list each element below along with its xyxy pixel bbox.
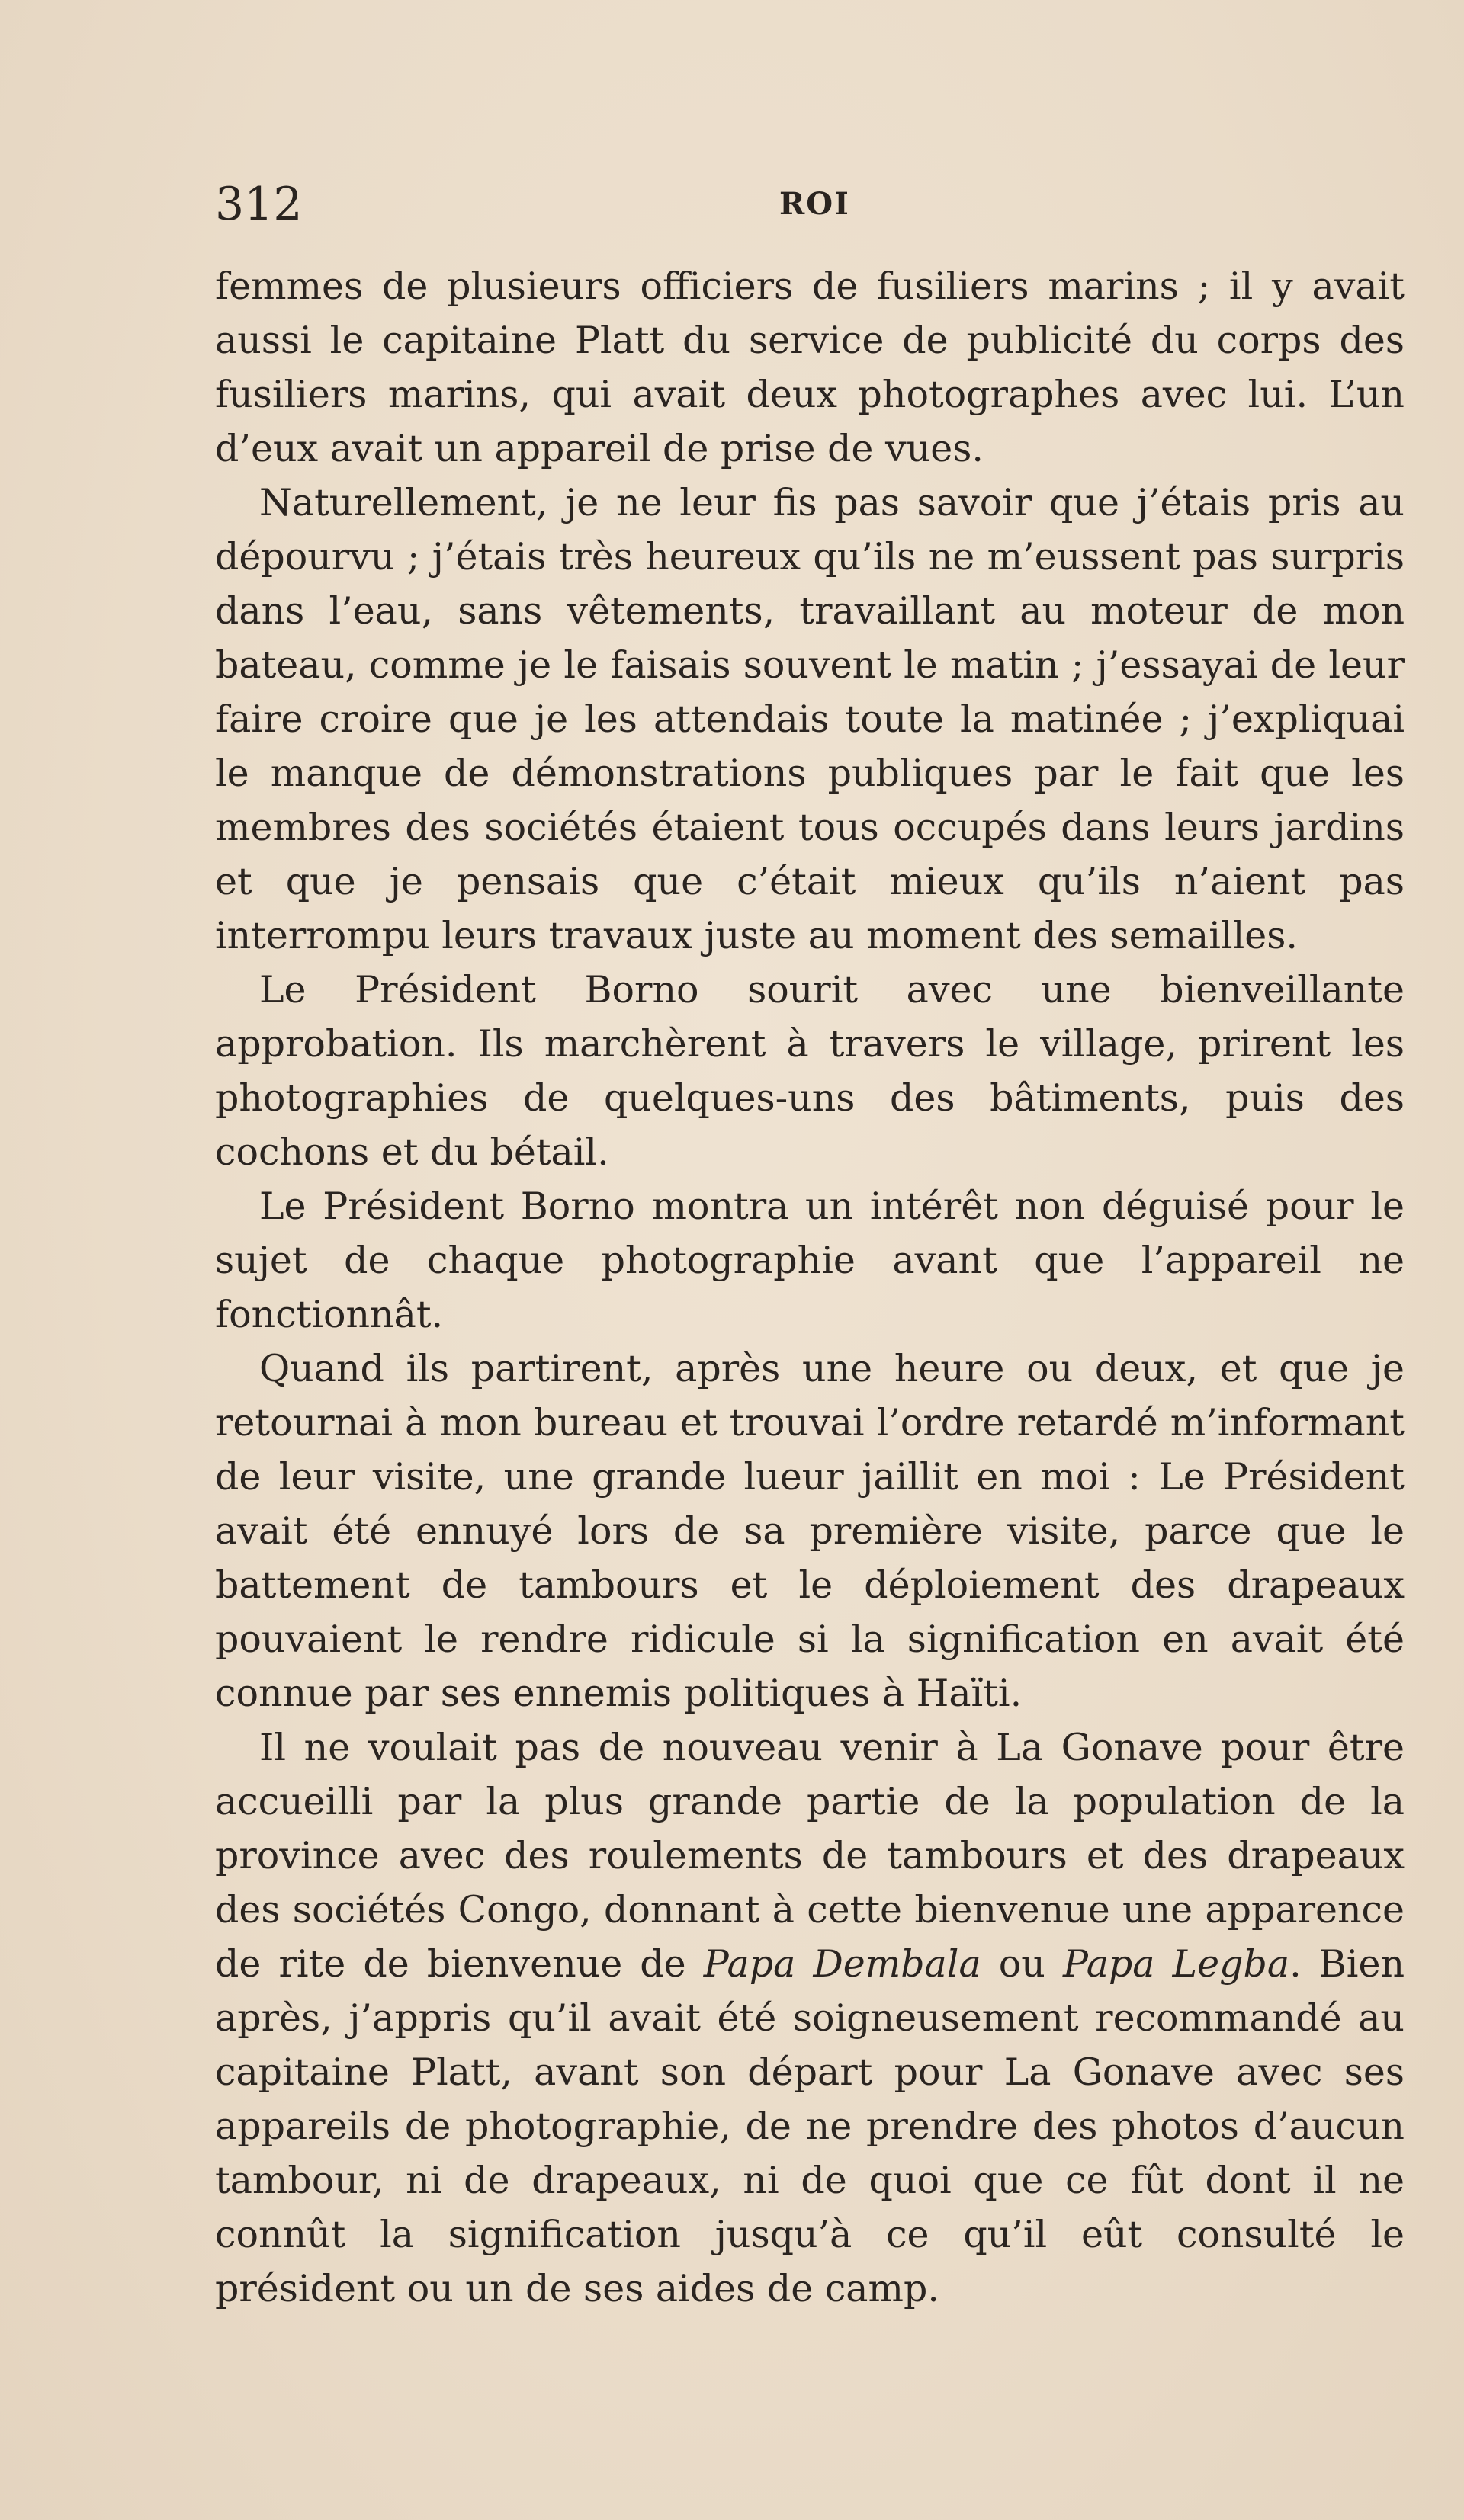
page-number: 312	[215, 178, 303, 231]
paragraph-6-text-after: . Bien après, j’appris qu’il avait été soigneusement recommandé au capitaine Platt, avant son départ pour La Gonave avec ses appareils de photographie, de ne prendre des photos d’aucun tambour, ni de drapeaux, ni de quoi que ce fût dont il ne connût la signification jusqu’à ce qu’il eût consulté le président ou un de ses aides de camp.	[215, 1942, 1405, 2310]
paragraph-6-text-middle: ou	[981, 1942, 1063, 1986]
body-text	[215, 259, 1405, 2316]
paragraph-3: Le Président Borno sourit avec une bienveillante approbation. Ils marchèrent à travers le village, prirent les photographies de quelques-uns des bâtiments, puis des cochons et du bétail.	[215, 968, 1405, 1174]
paragraph-6	[215, 1720, 1405, 2316]
paragraph-4: Le Président Borno montra un intérêt non déguisé pour le sujet de chaque photographie avant que l’appareil ne fonctionnât.	[215, 1185, 1405, 1336]
paragraph-5: Quand ils partirent, après une heure ou deux, et que je retournai à mon bureau et trouvai l’ordre retardé m’informant de leur visite, une grande lueur jaillit en moi : Le Président avait été ennuyé lors de sa première visite, parce que le battement de tambours et le déploiement des drapeaux pouvaient le rendre ridicule si la signification en avait été connue par ses ennemis politiques à Haïti.	[215, 1347, 1405, 1715]
paragraph-2: Naturellement, je ne leur fis pas savoir que j’étais pris au dépourvu ; j’étais très heureux qu’ils ne m’eussent pas surpris dans l’eau, sans vêtements, travaillant au moteur de mon bateau, comme je le faisais souvent le matin ; j’essayai de leur faire croire que je les attendais toute la matinée ; j’expliquai le manque de démonstrations publiques par le fait que les membres des sociétés étaient tous occupés dans leurs jardins et que je pensais que c’était mieux qu’ils n’aient pas interrompu leurs travaux juste au moment des semailles.	[215, 481, 1405, 957]
paragraph-1: femmes de plusieurs officiers de fusiliers marins ; il y avait aussi le capitaine Platt du service de publicité du corps des fusiliers marins, qui avait deux photographes avec lui. L’un d’eux avait un appareil de prise de vues.	[215, 265, 1405, 470]
paragraph-6-text-before: Il ne voulait pas de nouveau venir à La Gonave pour être accueilli par la plus grande partie de la population de la province avec des roulements de tambours et des drapeaux des sociétés Congo, donnant à cette bienvenue une apparence de rite de bienvenue de	[215, 1726, 1405, 1986]
italic-papa-dembala: Papa Dembala	[703, 1942, 981, 1986]
running-title: ROI	[779, 186, 850, 222]
italic-papa-legba: Papa Legba	[1062, 1942, 1290, 1986]
page-header	[215, 174, 1405, 235]
